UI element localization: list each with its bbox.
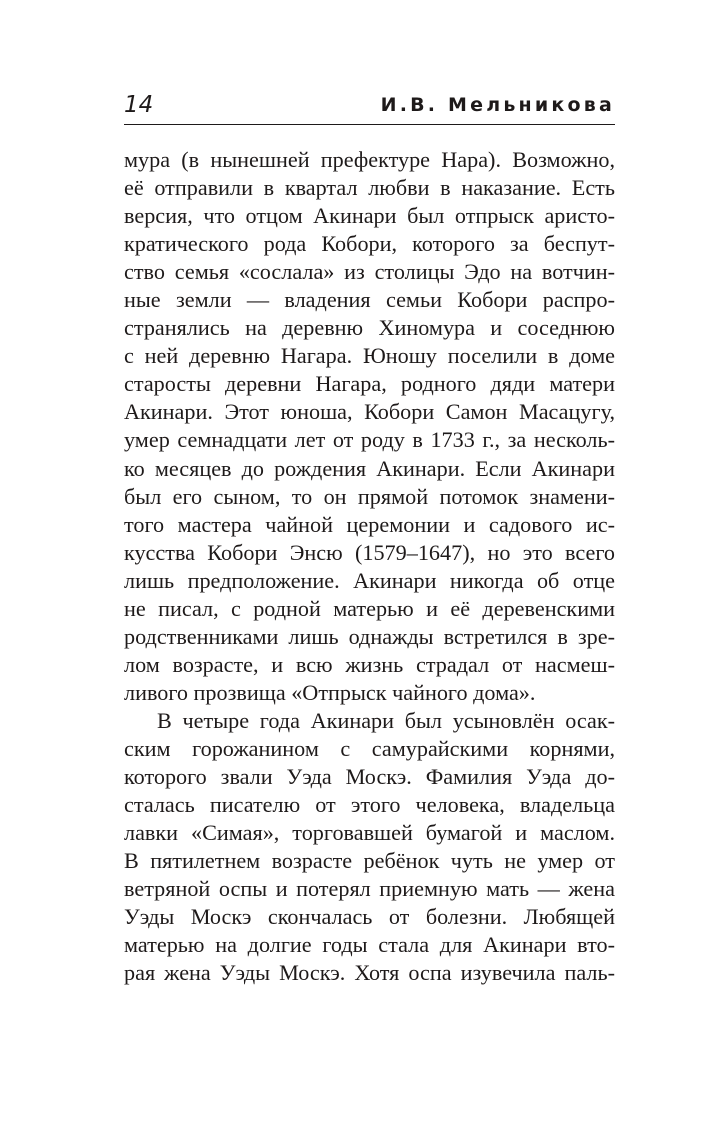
text-line: ским горожанином с самурайскими корнями,: [124, 735, 615, 761]
text-line: родственниками лишь однажды встретился в зре-: [124, 623, 615, 649]
text-line: её отправили в квартал любви в наказание. Есть: [124, 175, 615, 201]
running-head: [124, 90, 615, 120]
text-line: был его сыном, то он прямой потомок знамени-: [124, 483, 615, 509]
text-line: мура (в нынешней префектуре Нара). Возможно,: [124, 147, 615, 172]
text-line: версия, что отцом Акинари был отпрыск аристо-: [124, 203, 615, 229]
text-line: сталась писателю от этого человека, владельца: [124, 792, 615, 818]
paragraph-1: [124, 146, 615, 707]
page-number: 14: [124, 92, 154, 118]
paragraph-2: [124, 707, 615, 987]
text-line: ные земли — владения семьи Кобори распро-: [124, 287, 615, 313]
text-line: рая жена Уэды Москэ. Хотя оспа изувечила паль-: [124, 960, 615, 986]
text-line: ство семья «сослала» из столицы Эдо на вотчин-: [124, 259, 615, 285]
text-line: Уэды Москэ скончалась от болезни. Любящей: [124, 904, 615, 930]
text-line: В четыре года Акинари был усыновлён осак-: [157, 707, 615, 733]
text-line: умер семнадцати лет от роду в 1733 г., за несколь-: [124, 427, 615, 453]
text-line: кратического рода Кобори, которого за беспут-: [124, 231, 615, 257]
text-line: ливого прозвища «Отпрыск чайного дома».: [124, 679, 536, 705]
text-line: старосты деревни Нагара, родного дяди матери: [124, 371, 615, 397]
body-text: [124, 146, 615, 987]
text-line: Акинари. Этот юноша, Кобори Самон Масацугу,: [124, 399, 615, 425]
text-line: ко месяцев до рождения Акинари. Если Акинари: [124, 455, 615, 481]
running-head-author: И.В. Мельникова: [380, 94, 615, 116]
text-line: матерью на долгие годы стала для Акинари вто-: [124, 932, 615, 958]
text-line: не писал, с родной матерью и её деревенскими: [124, 595, 615, 621]
header-rule: [124, 124, 615, 125]
text-line: кусства Кобори Энсю (1579–1647), но это всего: [124, 539, 615, 565]
text-line: В пятилетнем возрасте ребёнок чуть не умер от: [124, 848, 615, 874]
text-line: лом возрасте, и всю жизнь страдал от насмеш-: [124, 651, 615, 677]
text-line: которого звали Уэда Москэ. Фамилия Уэда до-: [124, 764, 615, 790]
text-line: лавки «Симая», торговавшей бумагой и маслом.: [124, 820, 615, 846]
text-line: того мастера чайной церемонии и садового ис-: [124, 511, 615, 537]
text-line: лишь предположение. Акинари никогда об отце: [124, 567, 615, 593]
text-line: с ней деревню Нагара. Юношу поселили в доме: [124, 343, 615, 369]
text-line: странялись на деревню Хиномура и соседнюю: [124, 315, 615, 341]
text-line: ветряной оспы и потерял приемную мать — жена: [124, 876, 615, 902]
